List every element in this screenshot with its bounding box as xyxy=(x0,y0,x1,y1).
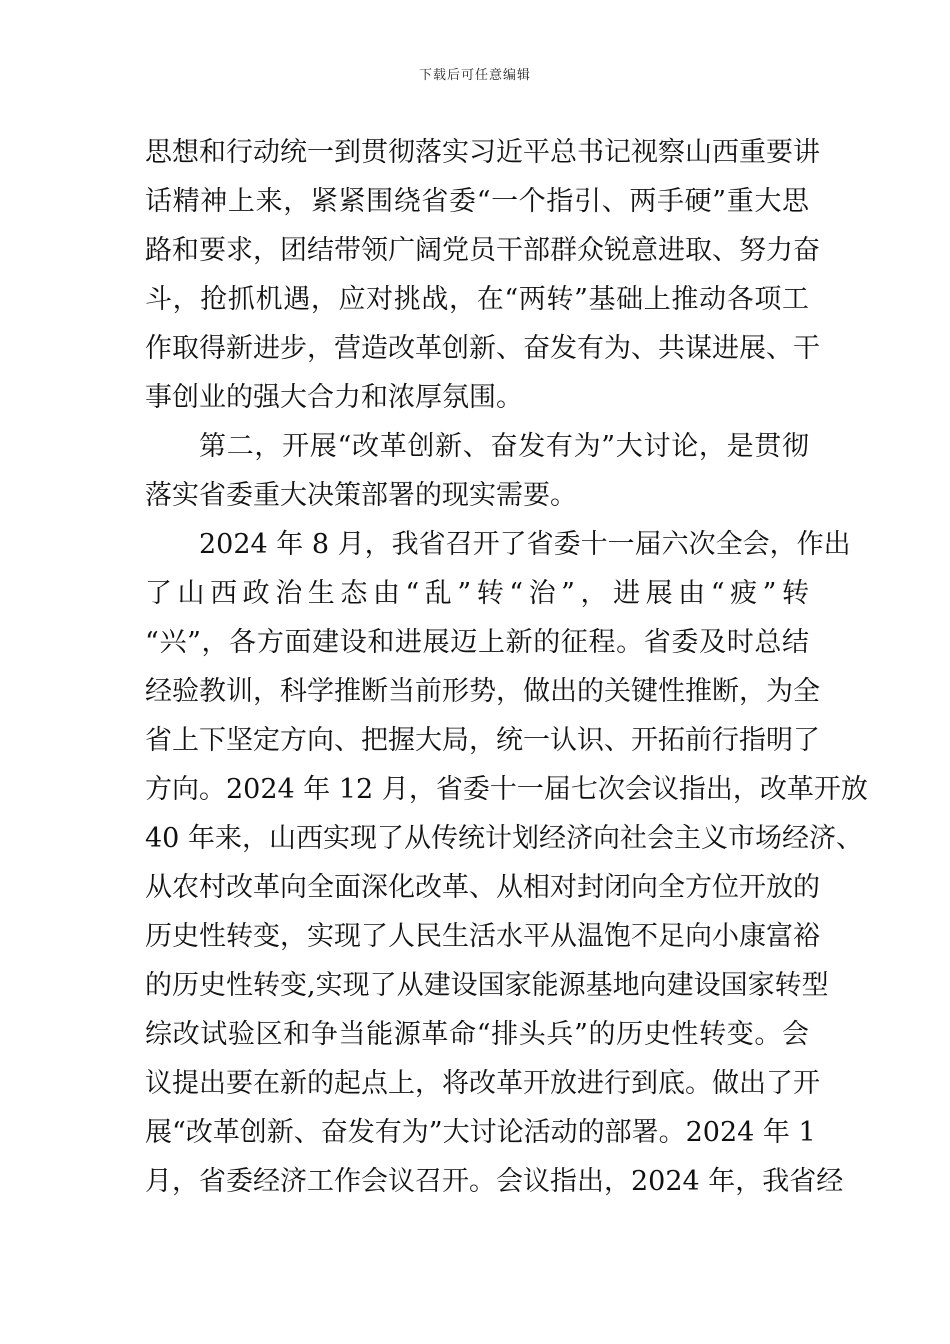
text-line: 落实省委重大决策部署的现实需要。 xyxy=(145,480,577,511)
text-line: 历史性转变，实现了人民生活水平从温饱不足向小康富裕 xyxy=(145,921,820,952)
text-line: 月，省委经济工作会议召开。会议指出，2024 年，我省经 xyxy=(145,1166,844,1197)
text-line: 综改试验区和争当能源革命“排头兵”的历史性转变。会 xyxy=(145,1019,809,1050)
paragraph-start-line: 第二，开展“改革创新、奋发有为”大讨论，是贯彻 xyxy=(199,431,809,462)
text-line: 方向。2024 年 12 月，省委十一届七次会议指出，改革开放 xyxy=(145,774,868,805)
text-line: 了山西政治生态由“乱”转“治”，进展由“疲”转 xyxy=(145,578,809,609)
text-line: 斗，抢抓机遇，应对挑战，在“两转”基础上推动各项工 xyxy=(145,284,809,315)
page-header-note: 下载后可任意编辑 xyxy=(418,68,531,83)
text-line: 事创业的强大合力和浓厚氛围。 xyxy=(145,382,523,413)
text-line: “兴”，各方面建设和进展迈上新的征程。省委及时总结 xyxy=(145,627,809,658)
text-line: 作取得新进步，营造改革创新、奋发有为、共谋进展、干 xyxy=(145,333,820,364)
text-line: 路和要求，团结带领广阔党员干部群众锐意进取、努力奋 xyxy=(145,235,820,266)
text-line: 省上下坚定方向、把握大局，统一认识、开拓前行指明了 xyxy=(145,725,820,756)
text-line: 的历史性转变,实现了从建设国家能源基地向建设国家转型 xyxy=(145,970,829,1001)
text-line: 经验教训，科学推断当前形势，做出的关键性推断，为全 xyxy=(145,676,820,707)
text-line: 议提出要在新的起点上，将改革开放进行到底。做出了开 xyxy=(145,1068,820,1099)
text-line: 展“改革创新、奋发有为”大讨论活动的部署。2024 年 1 xyxy=(145,1117,816,1148)
document-body xyxy=(145,128,868,1206)
paragraph-start-line: 2024 年 8 月，我省召开了省委十一届六次全会，作出 xyxy=(199,529,851,560)
text-line: 从农村改革向全面深化改革、从相对封闭向全方位开放的 xyxy=(145,872,820,903)
text-line: 40 年来，山西实现了从传统计划经济向社会主义市场经济、 xyxy=(145,823,863,854)
text-line: 话精神上来，紧紧围绕省委“一个指引、两手硬”重大思 xyxy=(145,186,809,217)
text-line: 思想和行动统一到贯彻落实习近平总书记视察山西重要讲 xyxy=(145,137,820,168)
